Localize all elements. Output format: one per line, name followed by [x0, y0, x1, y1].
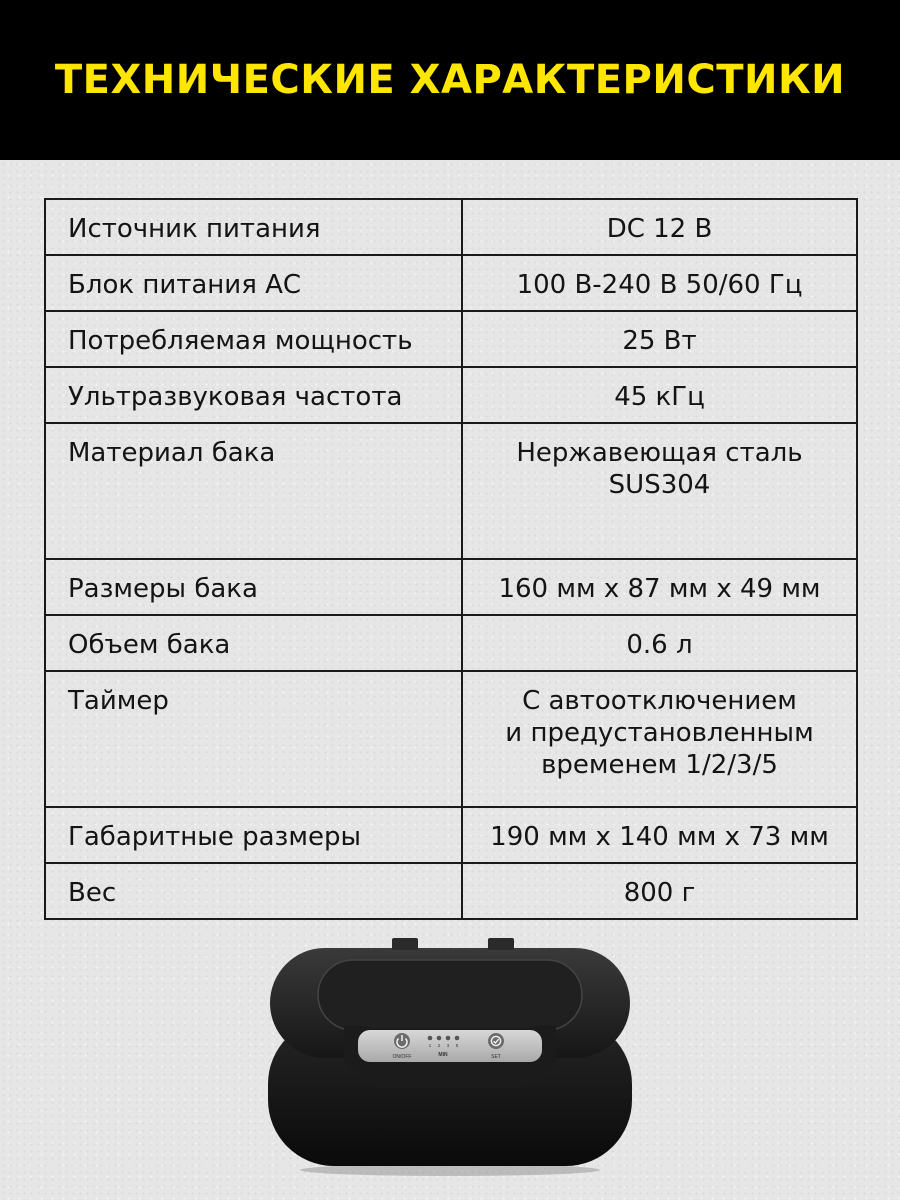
timer-mark: 1 [428, 1043, 432, 1048]
spec-value-line: SUS304 [608, 470, 711, 500]
spec-value [462, 671, 857, 807]
page-title: ТЕХНИЧЕСКИЕ ХАРАКТЕРИСТИКИ [54, 57, 846, 103]
spec-label: Источник питания [45, 199, 462, 255]
table-row [45, 615, 857, 671]
header-banner [0, 0, 900, 160]
spec-value: 45 кГц [462, 367, 857, 423]
spec-value-line: Нержавеющая сталь [516, 438, 803, 468]
spec-label: Размеры бака [45, 559, 462, 615]
spec-label: Вес [45, 863, 462, 919]
timer-led [428, 1036, 433, 1041]
set-label: SET [491, 1054, 501, 1060]
set-button[interactable] [488, 1033, 504, 1049]
table-row [45, 807, 857, 863]
table-row [45, 671, 857, 807]
timer-led [455, 1036, 460, 1041]
spec-label: Блок питания АС [45, 255, 462, 311]
lid-inset [318, 960, 582, 1030]
spec-value: 800 г [462, 863, 857, 919]
spec-value-line: и предустановленным [505, 718, 814, 748]
table-row [45, 423, 857, 559]
control-panel [358, 1030, 542, 1062]
timer-mark: 3 [446, 1043, 450, 1048]
timer-led [446, 1036, 451, 1041]
spec-label: Таймер [45, 671, 462, 807]
table-row [45, 199, 857, 255]
spec-value-line: временем 1/2/3/5 [541, 750, 778, 780]
power-label: ON/OFF [392, 1054, 412, 1060]
timer-unit-label: MIN [438, 1052, 448, 1058]
spec-value: 0.6 л [462, 615, 857, 671]
ultrasonic-cleaner-image [262, 938, 638, 1178]
spec-value: 160 мм х 87 мм х 49 мм [462, 559, 857, 615]
spec-value: 100 В-240 В 50/60 Гц [462, 255, 857, 311]
spec-value: DC 12 В [462, 199, 857, 255]
spec-value: 190 мм х 140 мм х 73 мм [462, 807, 857, 863]
table-row [45, 559, 857, 615]
specs-table [44, 198, 858, 920]
spec-label: Габаритные размеры [45, 807, 462, 863]
spec-value: 25 Вт [462, 311, 857, 367]
table-row [45, 311, 857, 367]
timer-mark: 2 [437, 1043, 441, 1048]
spec-label: Материал бака [45, 423, 462, 559]
table-row [45, 255, 857, 311]
spec-label: Объем бака [45, 615, 462, 671]
spec-label: Потребляемая мощность [45, 311, 462, 367]
timer-led [437, 1036, 442, 1041]
spec-value-line: С автоотключением [522, 686, 797, 716]
lid-latch [392, 938, 418, 950]
spec-value [462, 423, 857, 559]
lid-latch [488, 938, 514, 950]
table-row [45, 863, 857, 919]
spec-label: Ультразвуковая частота [45, 367, 462, 423]
table-row [45, 367, 857, 423]
timer-mark: 5 [455, 1043, 459, 1048]
